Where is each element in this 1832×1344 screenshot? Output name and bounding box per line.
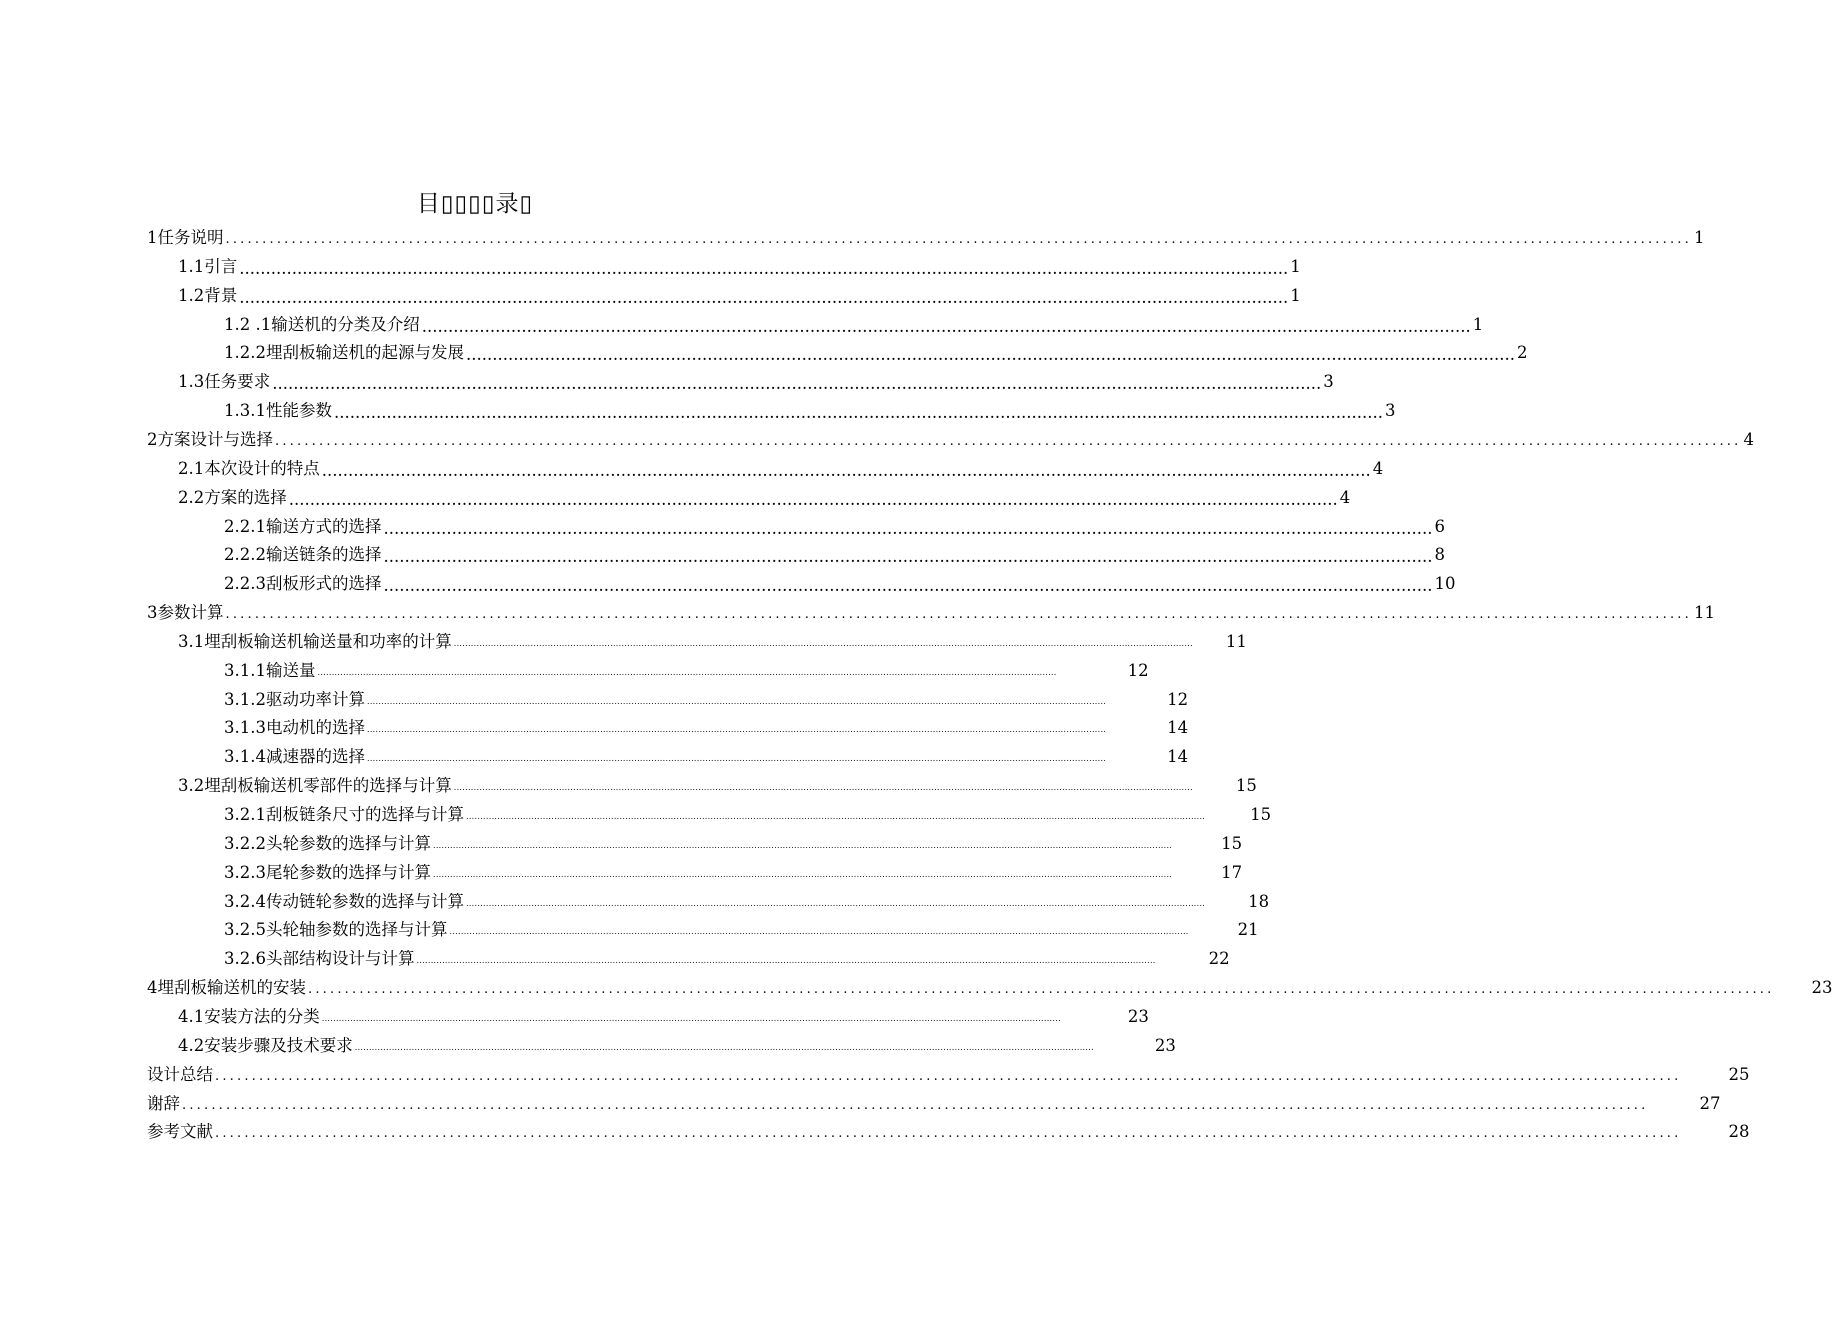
toc-entry-label: 本次设计的特点 [204,458,320,478]
toc-entry[interactable] [147,426,1754,450]
toc-leader-dots: ........................................................................................................................................................................................................ [383,547,1433,567]
toc-entry-number: 1.2 .1 [224,314,272,334]
toc-leader-dots: ........................................................................................................................................................................................................ [239,287,1289,307]
toc-entry-number: 3.2.6 [224,949,266,969]
toc-leader-dots: ........................................................................................................................................................................................................ [182,1097,1649,1113]
toc-leader-dots: .................................................................................................................................................................................................................................................................... [366,754,1107,764]
toc-entry-page: 1 [1290,256,1301,276]
toc-entry-label: 头轮参数的选择与计算 [265,833,431,853]
toc-entry-number: 1 [147,228,158,247]
toc-entry-label: 埋刮板输送机的安装 [157,978,306,998]
toc-entry[interactable] [224,830,1243,854]
toc-entry-label: 方案的选择 [204,487,287,507]
toc-entry-label: 刮板形式的选择 [265,574,382,594]
toc-entry[interactable] [178,282,1301,307]
toc-entry[interactable] [224,859,1243,883]
toc-entry-number: 1.2.2 [224,343,266,363]
toc-leader-dots: .................................................................................................................................................................................................................................................................... [317,667,1057,677]
toc-leader-dots: .................................................................................................................................................................................................................................................................... [321,1013,1061,1023]
toc-leader-dots: ........................................................................................................................................................................................................ [321,460,1371,480]
toc-leader-dots: ........................................................................................................................................................................................................ [239,258,1289,278]
toc-entry-number: 1.1 [178,256,205,276]
toc-leader-dots: ........................................................................................................................................................................................................ [272,374,1322,394]
toc-entry-page: 11 [1225,631,1247,651]
toc-entry-label: 减速器的选择 [265,747,365,767]
toc-leader-dots: .................................................................................................................................................................................................................................................................... [465,812,1206,821]
toc-entry-number: 4.2 [178,1035,205,1055]
toc-entry-number: 4 [147,978,158,998]
toc-entry-number: 3.1.3 [224,718,266,738]
toc-entry-label: 性能参数 [265,401,332,421]
toc-entry[interactable] [224,513,1445,538]
toc-entry-page: 1 [1693,228,1705,247]
toc-leader-dots: ........................................................................................................................................................................................................ [383,576,1433,596]
toc-entry-number: 3.1.4 [224,747,266,767]
toc-entry[interactable] [224,801,1272,825]
toc-entry-page: 17 [1221,862,1243,882]
toc-entry[interactable] [178,772,1257,796]
toc-entry-page: 25 [1728,1064,1750,1084]
toc-title: 目▯▯▯▯录▯ [416,191,534,217]
toc-entry[interactable] [224,339,1528,365]
toc-entry-label: 头轮轴参数的选择与计算 [265,920,448,940]
toc-leader-dots: ........................................................................................................................................................................................................ [333,403,1383,423]
toc-entry[interactable] [178,1003,1149,1027]
toc-entry-page: 15 [1235,776,1257,796]
toc-entry-number: 1.2 [178,285,205,305]
toc-entry-page: 2 [1516,343,1528,363]
toc-leader-dots: ........................................................................................................................................................................................................ [275,433,1742,449]
toc-entry-page: 23 [1127,1006,1149,1026]
toc-entry[interactable] [178,484,1351,509]
toc-entry-number: 2.2 [178,487,205,507]
toc-entry[interactable] [224,311,1484,336]
toc-entry-page: 1 [1472,314,1484,334]
toc-entry-page: 14 [1167,718,1189,738]
toc-entry[interactable] [178,628,1247,652]
toc-leader-dots: .................................................................................................................................................................................................................................................................... [465,898,1206,908]
toc-entry-page: 3 [1323,372,1334,392]
toc-entry-number: 2.2.3 [224,574,266,594]
toc-entry-number: 3.1 [178,631,205,651]
toc-entry-number: 4.1 [178,1006,205,1026]
toc-entry-label: 埋刮板输送机输送量和功率的计算 [204,631,452,651]
toc-leader-dots: ........................................................................................................................................................................................................ [225,607,1692,623]
toc-entry[interactable] [224,945,1230,969]
toc-entry-number: 3.1.1 [224,660,266,680]
toc-entry-number: 3.2.4 [224,891,266,911]
toc-entry-number: 2 [147,429,158,449]
toc-entry-label: 尾轮参数的选择与计算 [265,862,431,882]
toc-entry[interactable] [224,888,1270,912]
toc-entry[interactable] [224,397,1396,423]
toc-entry[interactable] [147,599,1715,623]
toc-leader-dots: ........................................................................................................................................................................................................ [215,1126,1682,1142]
toc-entry[interactable] [178,1032,1176,1056]
toc-entry-page: 6 [1434,516,1445,536]
toc-entry-label: 安装方法的分类 [204,1006,320,1026]
toc-entry[interactable] [178,368,1334,394]
toc-entry-label: 任务要求 [204,372,271,392]
toc-entry[interactable] [147,1061,1750,1085]
toc-entry[interactable] [224,570,1456,596]
toc-entry[interactable] [147,224,1705,248]
toc-entry[interactable] [178,253,1301,278]
toc-entry[interactable] [224,541,1445,567]
toc-entry-page: 8 [1434,545,1445,565]
toc-entry-page: 15 [1221,833,1243,853]
toc-entry-number: 1.3 [178,372,205,392]
toc-entry[interactable] [224,916,1259,940]
toc-leader-dots: ........................................................................................................................................................................................................ [383,518,1433,538]
toc-entry-label: 安装步骤及技术要求 [204,1035,353,1055]
toc-entry-label: 参数计算 [157,603,224,623]
toc-entry-label: 参考文献 [147,1122,213,1142]
toc-entry-page: 4 [1372,458,1384,478]
toc-leader-dots: ........................................................................................................................................................................................................ [215,1068,1682,1084]
toc-entry-label: 驱动功率计算 [265,689,365,709]
toc-entry-label: 方案设计与选择 [157,429,273,449]
toc-entry-page: 4 [1339,487,1351,507]
toc-leader-dots: .................................................................................................................................................................................................................................................................... [366,696,1107,706]
toc-entry-number: 2.1 [178,458,205,478]
toc-entry-page: 27 [1699,1093,1721,1113]
toc-entry-number: 3.2.2 [224,833,266,853]
toc-entry-page: 12 [1127,660,1149,680]
toc-entry-label: 引言 [204,256,238,276]
toc-leader-dots: .................................................................................................................................................................................................................................................................... [449,927,1189,937]
toc-entry-label: 头部结构设计与计算 [265,949,415,969]
toc-leader-dots: .................................................................................................................................................................................................................................................................... [366,725,1107,735]
toc-entry-label: 输送机的分类及介绍 [271,314,420,334]
toc-entry-label: 刮板链条尺寸的选择与计算 [265,805,464,824]
toc-entry[interactable] [147,1118,1750,1142]
toc-entry-number: 3.1.2 [224,689,266,709]
toc-entry-page: 10 [1434,574,1456,594]
toc-entry-number: 2.2.1 [224,516,266,536]
toc-entry-number: 1.3.1 [224,401,266,421]
toc-entry-page: 15 [1250,805,1272,824]
toc-entry-page: 14 [1167,747,1189,767]
toc-entry-label: 任务说明 [157,228,224,247]
toc-entry-page: 22 [1208,949,1230,969]
toc-leader-dots: .................................................................................................................................................................................................................................................................... [354,1042,1094,1052]
toc-entry-page: 23 [1811,978,1832,998]
toc-leader-dots: .................................................................................................................................................................................................................................................................... [432,840,1173,850]
toc-entry-label: 谢辞 [147,1093,180,1113]
toc-leader-dots: .................................................................................................................................................................................................................................................................... [432,869,1173,879]
toc-leader-dots: .................................................................................................................................................................................................................................................................... [453,783,1193,793]
toc-entry[interactable] [178,455,1384,480]
toc-entry-page: 23 [1154,1035,1176,1055]
toc-entry-number: 3.2.3 [224,862,266,882]
toc-leader-dots: ........................................................................................................................................................................................................ [288,489,1338,509]
toc-leader-dots: .................................................................................................................................................................................................................................................................... [453,638,1193,648]
toc-entry[interactable] [224,686,1189,710]
toc-entry[interactable] [224,743,1189,767]
toc-entry-label: 埋刮板输送机零部件的选择与计算 [204,776,452,796]
toc-leader-dots: ........................................................................................................................................................................................................ [465,345,1515,365]
toc-entry-label: 输送链条的选择 [265,545,382,565]
toc-entry-page: 21 [1237,920,1259,940]
toc-entry[interactable] [224,657,1149,681]
toc-entry[interactable] [224,714,1189,738]
toc-entry-page: 28 [1728,1122,1750,1142]
toc-entry-label: 传动链轮参数的选择与计算 [265,891,464,911]
toc-entry-label: 输送量 [265,660,316,680]
toc-entry-label: 设计总结 [147,1064,213,1084]
toc-entry-page: 1 [1290,285,1301,305]
toc-entry-number: 2.2.2 [224,545,266,565]
toc-entry-page: 18 [1248,891,1270,911]
toc-entry-page: 11 [1693,603,1715,623]
toc-leader-dots: .................................................................................................................................................................................................................................................................... [416,956,1156,966]
toc-entry-page: 12 [1167,689,1189,709]
toc-entry-number: 3.2 [178,776,205,796]
toc-leader-dots: ........................................................................................................................................................................................................ [225,232,1692,247]
toc-entry-label: 背景 [204,285,238,305]
toc-entry[interactable] [147,974,1832,998]
toc-entry-label: 电动机的选择 [265,718,365,738]
toc-entry[interactable] [147,1090,1721,1114]
toc-entry-label: 输送方式的选择 [265,516,382,536]
toc-entry-label: 埋刮板输送机的起源与发展 [265,343,464,363]
toc-leader-dots: ........................................................................................................................................................................................................ [421,316,1471,336]
toc-leader-dots: ........................................................................................................................................................................................................ [308,982,1775,998]
toc-entry-page: 4 [1743,429,1754,449]
toc-entry-page: 3 [1384,401,1396,421]
toc-entry-number: 3 [147,603,158,623]
toc-entry-number: 3.2.5 [224,920,266,940]
toc-entry-number: 3.2.1 [224,805,266,824]
